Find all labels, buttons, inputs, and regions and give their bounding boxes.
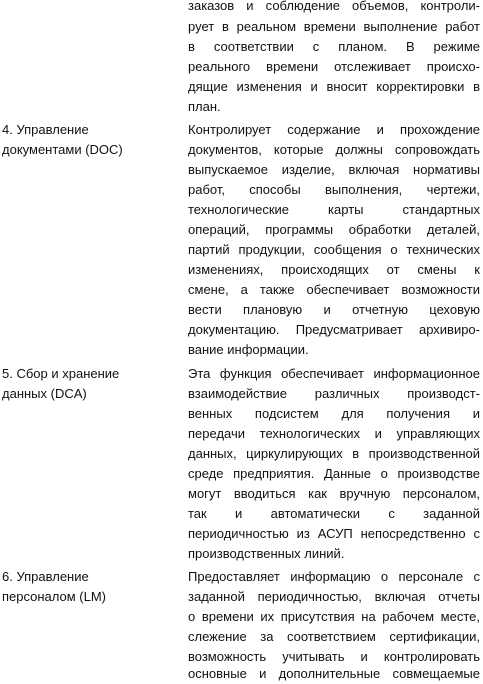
desc-line: слежение за соответствием сертификации, — [188, 629, 480, 644]
desc-line: венных подсистем для получения и — [188, 406, 480, 421]
desc-line: могут вводиться как вручную персоналом, — [188, 486, 480, 501]
desc-line: дящие изменения и вносит корректировки в — [188, 79, 480, 94]
desc-line: данных, циркулирующих в производственной — [188, 446, 480, 461]
desc-line: реального времени отслеживает происхо- — [188, 59, 480, 74]
desc-line: документацию. Предусматривает архивиро- — [188, 322, 480, 337]
desc-line: операций, программы обработки деталей, — [188, 222, 480, 237]
desc-line: передачи технологических и управляющих — [188, 426, 480, 441]
desc-line: взаимодействие различных производст- — [188, 386, 480, 401]
desc-line: план. — [188, 99, 221, 114]
desc-line: партий продукции, сообщения о технических — [188, 242, 480, 257]
desc-line: производственных линий. — [188, 546, 345, 561]
desc-line: документов, которые должны сопровождать — [188, 142, 480, 157]
term-line: данных (DCA) — [2, 386, 87, 401]
desc-line: выпускаемое изделие, включая нормативы — [188, 162, 480, 177]
term-line: 4. Управление — [2, 122, 89, 137]
desc-line: о времени их присутствия на рабочем месте, — [188, 609, 480, 624]
desc-line: Предоставляет информацию о персонале с — [188, 569, 480, 584]
desc-line: так и автоматически с заданной — [188, 506, 480, 521]
desc-line: заказов и соблюдение объемов, контроли- — [188, 0, 480, 13]
desc-line: вание информации. — [188, 342, 309, 357]
desc-line: возможность учитывать и контролировать — [188, 649, 480, 664]
term-line: 6. Управление — [2, 569, 89, 584]
desc-line: работ, способы выполнения, чертежи, — [188, 182, 480, 197]
desc-line: периодичностью из АСУП непосредственно с — [188, 526, 480, 541]
desc-line: технологические карты стандартных — [188, 202, 480, 217]
term-line: документами (DOC) — [2, 142, 123, 157]
term-line: 5. Сбор и хранение — [2, 366, 120, 381]
desc-line: смене, а также обеспечивает возможности — [188, 282, 480, 297]
desc-line: вести плановую и отчетную цеховую — [188, 302, 480, 317]
term-line: персоналом (LM) — [2, 589, 107, 604]
desc-line: среде предприятия. Данные о производстве — [188, 466, 480, 481]
desc-line: в соответствии с планом. В режиме — [188, 39, 480, 54]
desc-line: рует в реальном времени выполнение работ — [188, 19, 480, 34]
desc-line: изменениях, происходящих от смены к — [188, 262, 480, 277]
desc-line: Контролирует содержание и прохождение — [188, 122, 480, 137]
desc-line: основные и дополнительные совмещаемые — [188, 666, 480, 681]
desc-line: Эта функция обеспечивает информационное — [188, 366, 480, 381]
desc-line: заданной периодичностью, включая отчеты — [188, 589, 480, 604]
